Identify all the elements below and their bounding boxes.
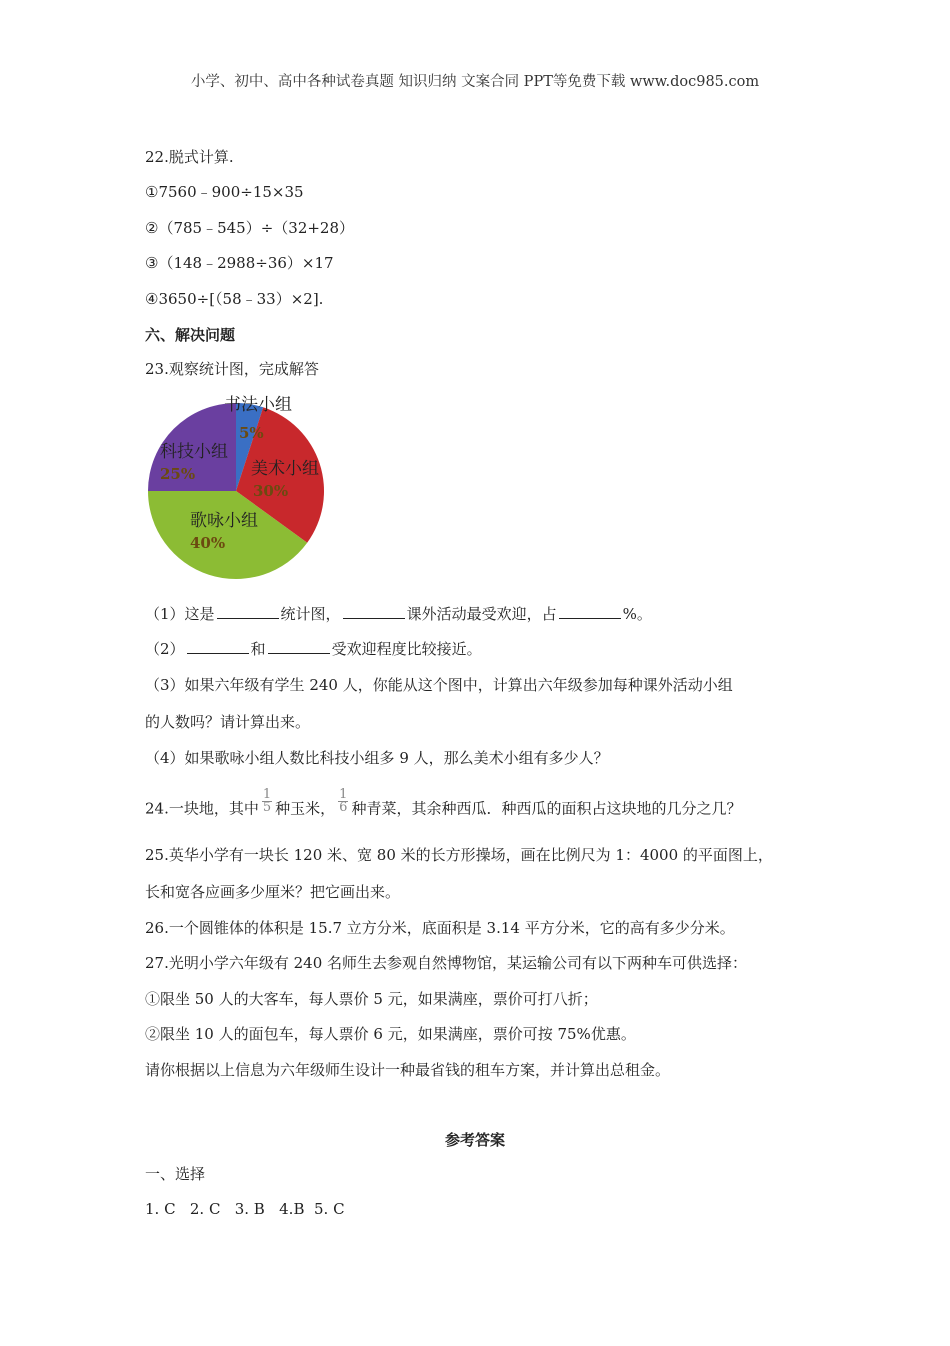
answers-line-1: 1. C 2. C 3. B 4.B 5. C xyxy=(145,1200,345,1218)
q27-line-1: 27.光明小学六年级有 240 名师生去参观自然博物馆，某运输公司有以下两种车可供选择： xyxy=(145,954,748,972)
q23-part-4: （4）如果歌咏小组人数比科技小组多 9 人，那么美术小组有多少人？ xyxy=(145,749,609,767)
fraction-one-fifth: $\frac{1}{5}$ xyxy=(262,787,272,815)
q22-title: 22.脱式计算. xyxy=(145,148,234,166)
slice-label-keji: 科技小组 xyxy=(160,442,228,462)
q23-part-1: （1）这是 统计图， 课外活动最受欢迎，占 %。 xyxy=(145,605,652,623)
slice-label-meishu: 美术小组 xyxy=(251,459,319,479)
answer-blank[interactable] xyxy=(187,639,249,654)
answer-blank[interactable] xyxy=(343,604,405,619)
q23-part-3b: 的人数吗？请计算出来。 xyxy=(145,713,311,731)
q27-line-3: ②限坐 10 人的面包车，每人票价 6 元，如果满座，票价可按 75%优惠。 xyxy=(145,1025,636,1043)
q26: 26.一个圆锥体的体积是 15.7 立方分米，底面积是 3.14 平方分米，它的高有多少分米。 xyxy=(145,919,735,937)
q25-line-2: 长和宽各应画多少厘米？把它画出来。 xyxy=(145,883,401,901)
q24: 24.一块地，其中 $\frac{1}{5}$ 种玉米， $\frac{1}{6}$ 种青菜，其余种西瓜．种西瓜的面积占这块地的几分之几？ xyxy=(145,787,742,818)
slice-label-gevong: 歌咏小组 xyxy=(190,511,258,531)
pie-chart xyxy=(140,390,340,590)
answer-blank[interactable] xyxy=(217,604,279,619)
slice-percent-meishu: 30% xyxy=(253,482,289,500)
q27-line-2: ①限坐 50 人的大客车，每人票价 5 元，如果满座，票价可打八折； xyxy=(145,990,598,1008)
slice-percent-gevong: 40% xyxy=(190,534,226,552)
q25-line-1: 25.英华小学有一块长 120 米、宽 80 米的长方形操场，画在比例尺为 1：4000 的平面图上， xyxy=(145,846,773,864)
q22-item-3: ③（148﹣2988÷36）×17 xyxy=(145,254,334,272)
fraction-one-sixth: $\frac{1}{6}$ xyxy=(339,787,348,815)
q22-item-1: ①7560﹣900÷15×35 xyxy=(145,183,304,201)
q23-part-2: （2） 和 受欢迎程度比较接近。 xyxy=(145,640,482,658)
q27-line-4: 请你根据以上信息为六年级师生设计一种最省钱的租车方案，并计算出总租金。 xyxy=(145,1061,671,1079)
q22-item-2: ②（785﹣545）÷（32+28） xyxy=(145,219,355,237)
page-header: 小学、初中、高中各种试卷真题 知识归纳 文案合同 PPT等免费下载 www.doc985.com xyxy=(190,74,760,90)
q22-item-4: ④3650÷[（58﹣33）×2]. xyxy=(145,290,324,308)
slice-percent-keji: 25% xyxy=(160,465,196,483)
section-6-heading: 六、解决问题 xyxy=(145,326,236,344)
answers-title: 参考答案 xyxy=(444,1131,505,1149)
answers-section-1: 一、选择 xyxy=(145,1165,206,1183)
q23-title: 23.观察统计图，完成解答 xyxy=(145,360,319,378)
slice-label-shufa: 书法小组 xyxy=(224,395,292,415)
slice-percent-shufa: 5% xyxy=(239,424,264,442)
q23-part-3a: （3）如果六年级有学生 240 人，你能从这个图中，计算出六年级参加每种课外活动小组 xyxy=(145,676,733,694)
answer-blank[interactable] xyxy=(559,604,621,619)
answer-blank[interactable] xyxy=(268,639,330,654)
